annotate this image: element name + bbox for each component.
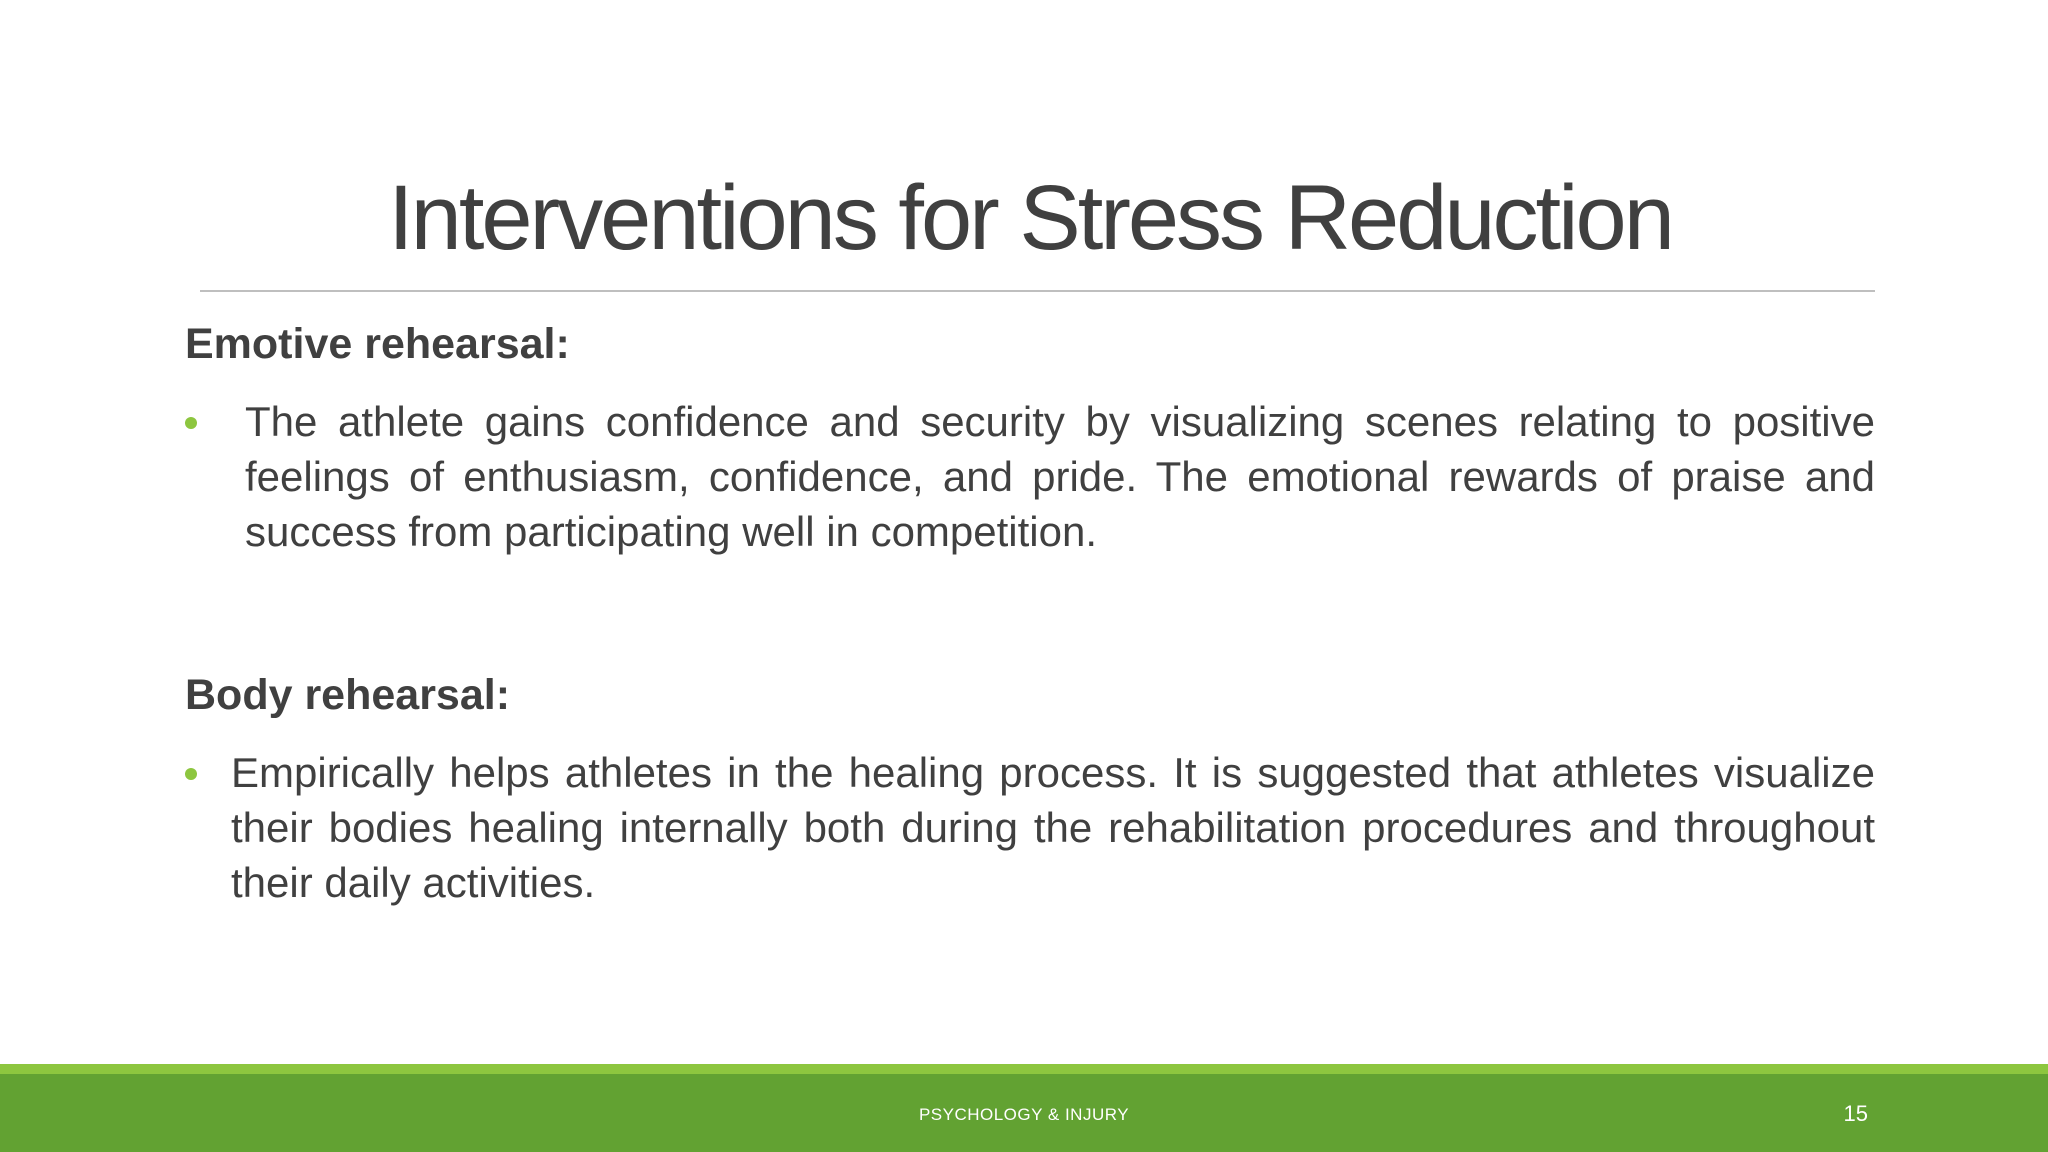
- section-emotive-rehearsal: [185, 316, 1875, 559]
- section-body-rehearsal: [185, 667, 1875, 910]
- bullet-dot-icon: [185, 417, 197, 429]
- bullet-text: Empirically helps athletes in the healing process. It is suggested that athletes visualize their bodies healing internally both during the rehabilitation procedures and throughout their daily activities.: [231, 749, 1875, 906]
- bullet-item: [185, 394, 1875, 559]
- bullet-item: [185, 745, 1875, 910]
- section-heading: Body rehearsal:: [185, 671, 511, 719]
- bullet-text: The athlete gains confidence and security by visualizing scenes relating to positive feelings of enthusiasm, confidence, and pride. The emotional rewards of praise and success from participating well in competition.: [245, 398, 1875, 555]
- footer-label: PSYCHOLOGY & INJURY: [918, 1105, 1130, 1124]
- footer-accent-stripe: [0, 1064, 2048, 1074]
- bullet-dot-icon: [185, 768, 197, 780]
- slide-content: [185, 316, 1875, 910]
- title-divider: [200, 290, 1875, 292]
- section-heading: Emotive rehearsal:: [185, 320, 570, 368]
- slide-title: Interventions for Stress Reduction: [388, 167, 1672, 269]
- page-number: 15: [1843, 1101, 1868, 1126]
